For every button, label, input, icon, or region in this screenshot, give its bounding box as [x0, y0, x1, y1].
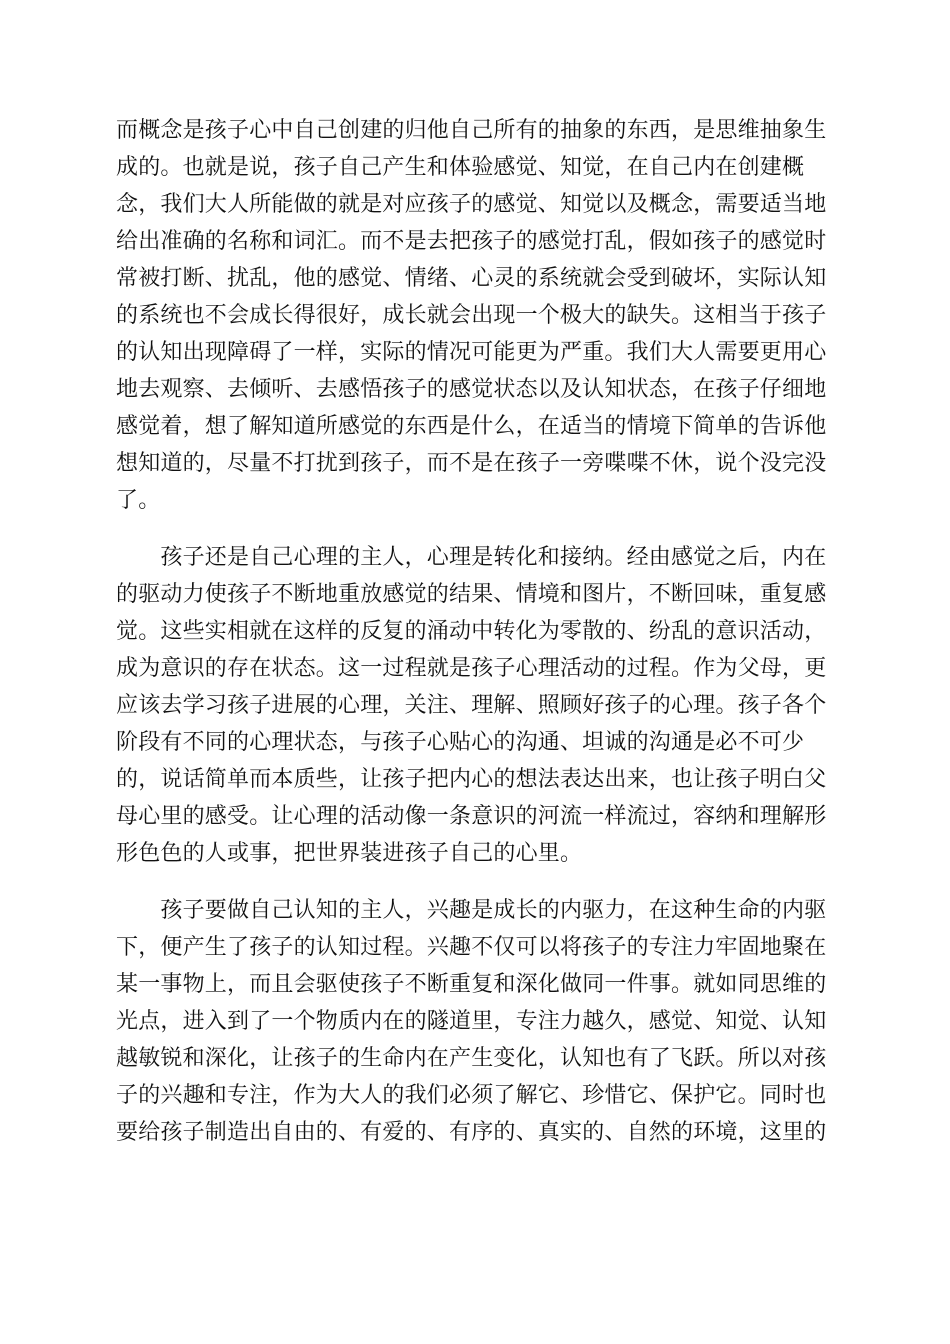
text-line: 母心里的感受。让心理的活动像一条意识的河流一样流过，容纳和理解形 — [116, 804, 827, 829]
text-line: 光点，进入到了一个物质内在的隧道里，专注力越久，感觉、知觉、认知 — [116, 1009, 827, 1034]
text-line: 觉。这些实相就在这样的反复的涌动中转化为零散的、纷乱的意识活动， — [116, 619, 827, 644]
text-line: 了。 — [116, 488, 161, 513]
text-line: 孩子还是自己心理的主人，心理是转化和接纳。经由感觉之后，内在 — [116, 545, 827, 570]
text-line: 某一事物上，而且会驱使孩子不断重复和深化做同一件事。就如同思维的 — [116, 972, 827, 997]
text-line: 感觉着，想了解知道所感觉的东西是什么，在适当的情境下简单的告诉他 — [116, 414, 827, 439]
text-line: 想知道的，尽量不打扰到孩子，而不是在孩子一旁喋喋不休，说个没完没 — [116, 451, 827, 476]
text-line: 形色色的人或事，把世界装进孩子自己的心里。 — [116, 841, 583, 866]
paragraph-1 — [116, 112, 836, 519]
text-line: 的，说话简单而本质些，让孩子把内心的想法表达出来，也让孩子明白父 — [116, 767, 827, 792]
text-line: 念，我们大人所能做的就是对应孩子的感觉、知觉以及概念，需要适当地 — [116, 192, 827, 217]
paragraph-spacer — [116, 519, 836, 539]
text-line: 而概念是孩子心中自己创建的归他自己所有的抽象的东西，是思维抽象生 — [116, 118, 827, 143]
text-line: 应该去学习孩子进展的心理，关注、理解、照顾好孩子的心理。孩子各个 — [116, 693, 827, 718]
text-line: 下，便产生了孩子的认知过程。兴趣不仅可以将孩子的专注力牢固地聚在 — [116, 935, 827, 960]
paragraph-2 — [116, 539, 836, 872]
text-line: 给出准确的名称和词汇。而不是去把孩子的感觉打乱，假如孩子的感觉时 — [116, 229, 827, 254]
document-page — [116, 112, 836, 1151]
text-line: 孩子要做自己认知的主人，兴趣是成长的内驱力，在这种生命的内驱 — [116, 898, 827, 923]
text-line: 子的兴趣和专注，作为大人的我们必须了解它、珍惜它、保护它。同时也 — [116, 1083, 827, 1108]
text-line: 地去观察、去倾听、去感悟孩子的感觉状态以及认知状态，在孩子仔细地 — [116, 377, 827, 402]
text-line: 要给孩子制造出自由的、有爱的、有序的、真实的、自然的环境，这里的 — [116, 1120, 827, 1145]
text-line: 成为意识的存在状态。这一过程就是孩子心理活动的过程。作为父母，更 — [116, 656, 827, 681]
text-line: 的驱动力使孩子不断地重放感觉的结果、情境和图片，不断回味，重复感 — [116, 582, 827, 607]
text-line: 成的。也就是说，孩子自己产生和体验感觉、知觉，在自己内在创建概 — [116, 155, 805, 180]
text-line: 阶段有不同的心理状态，与孩子心贴心的沟通、坦诚的沟通是必不可少 — [116, 730, 805, 755]
text-line: 常被打断、扰乱，他的感觉、情绪、心灵的系统就会受到破坏，实际认知 — [116, 266, 827, 291]
text-line: 越敏锐和深化，让孩子的生命内在产生变化，认知也有了飞跃。所以对孩 — [116, 1046, 827, 1071]
text-line: 的系统也不会成长得很好，成长就会出现一个极大的缺失。这相当于孩子 — [116, 303, 827, 328]
paragraph-3 — [116, 892, 836, 1151]
paragraph-spacer — [116, 872, 836, 892]
text-line: 的认知出现障碍了一样，实际的情况可能更为严重。我们大人需要更用心 — [116, 340, 827, 365]
